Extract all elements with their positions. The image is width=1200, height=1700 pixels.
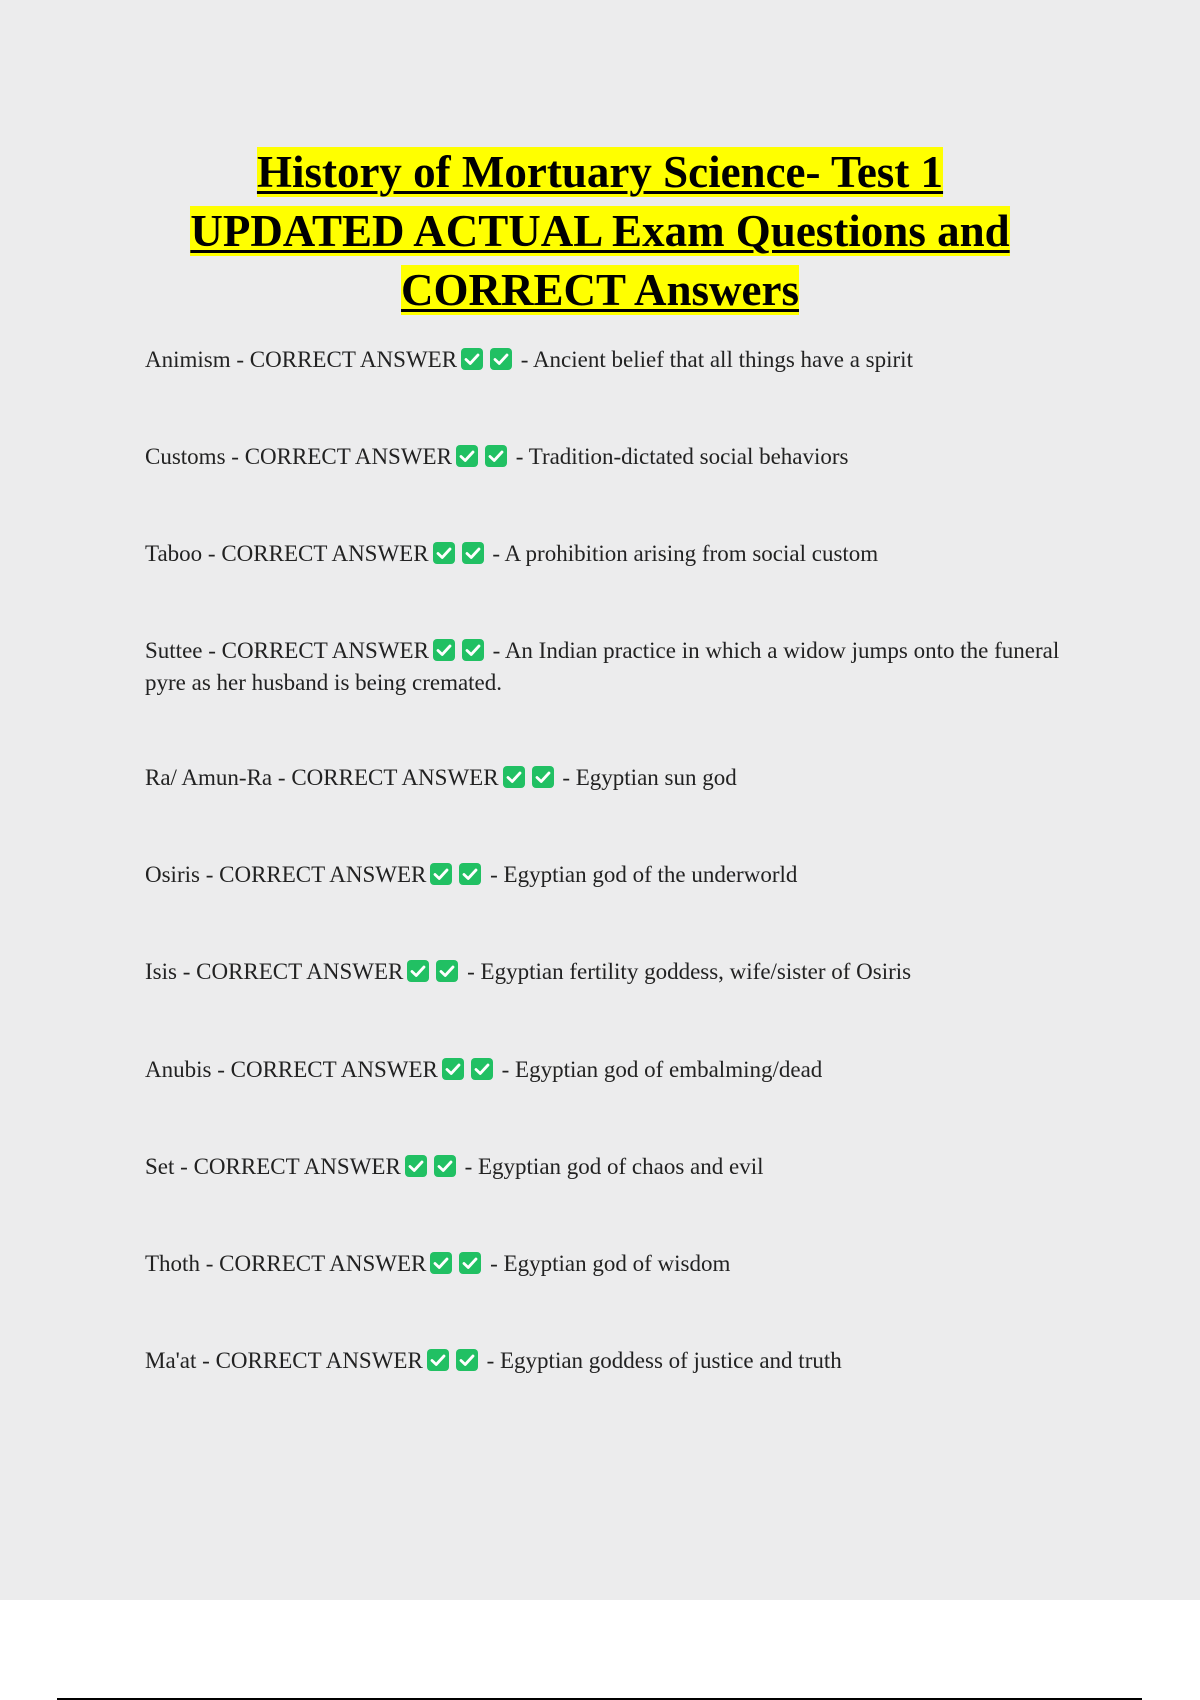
- qa-separator: -: [461, 959, 481, 984]
- qa-answer: Egyptian god of chaos and evil: [477, 1154, 764, 1179]
- qa-term: Thoth: [145, 1251, 200, 1276]
- qa-separator: -: [176, 959, 197, 984]
- qa-answer: Egyptian god of the underworld: [503, 862, 798, 887]
- qa-answer: Egyptian god of embalming/dead: [515, 1057, 823, 1082]
- check-mark-button-icon: [489, 347, 513, 371]
- qa-answer: Ancient belief that all things have a spirit: [532, 347, 913, 372]
- qa-separator: -: [196, 1348, 216, 1373]
- check-mark-button-icon: [429, 862, 453, 886]
- qa-separator: -: [484, 862, 504, 887]
- qa-label: CORRECT ANSWER: [219, 862, 427, 887]
- qa-separator: -: [225, 444, 245, 469]
- qa-item-taboo: [145, 538, 1075, 570]
- qa-item-customs: [145, 441, 1075, 473]
- qa-term: Set: [145, 1154, 175, 1179]
- qa-item-ra-amun-ra: [145, 762, 1075, 794]
- qa-item-thoth: [145, 1248, 1075, 1280]
- check-mark-button-icon: [461, 638, 485, 662]
- qa-separator: -: [174, 1154, 194, 1179]
- qa-item-animism: [145, 344, 1075, 376]
- page-footer: [0, 1600, 1200, 1700]
- qa-separator: -: [486, 638, 505, 663]
- qa-label: CORRECT ANSWER: [291, 765, 499, 790]
- check-mark-button-icon: [461, 541, 485, 565]
- check-mark-button-icon: [426, 1348, 450, 1372]
- check-mark-button-icon: [432, 541, 456, 565]
- qa-separator: -: [484, 1251, 504, 1276]
- qa-separator: -: [515, 347, 533, 372]
- check-mark-button-icon: [435, 959, 459, 983]
- qa-term: Suttee: [145, 638, 203, 663]
- qa-separator: -: [509, 444, 529, 469]
- qa-answer: Tradition-dictated social behaviors: [528, 444, 849, 469]
- check-mark-button-icon: [484, 444, 508, 468]
- qa-item-isis: [145, 956, 1075, 988]
- title-line-3: CORRECT Answers: [401, 265, 799, 315]
- qa-item-anubis: [145, 1054, 1075, 1086]
- qa-separator: -: [495, 1057, 516, 1082]
- qa-separator: -: [486, 541, 505, 566]
- qa-separator: -: [202, 541, 222, 566]
- qa-label: CORRECT ANSWER: [230, 1057, 438, 1082]
- qa-label: CORRECT ANSWER: [249, 347, 458, 372]
- qa-separator: -: [230, 347, 250, 372]
- qa-separator: -: [202, 638, 222, 663]
- title-line-1: History of Mortuary Science- Test 1: [256, 147, 944, 197]
- qa-label: CORRECT ANSWER: [221, 638, 429, 663]
- check-mark-button-icon: [441, 1057, 465, 1081]
- qa-item-osiris: [145, 859, 1075, 891]
- check-mark-button-icon: [460, 347, 484, 371]
- check-mark-button-icon: [458, 862, 482, 886]
- qa-term: Ma'at: [145, 1348, 197, 1373]
- check-mark-button-icon: [458, 1251, 482, 1275]
- check-mark-button-icon: [455, 1348, 479, 1372]
- qa-answer: An Indian practice in which a widow jumps onto the funeral pyre as her husband is being cremated.: [145, 638, 1060, 695]
- check-mark-button-icon: [406, 959, 430, 983]
- check-mark-button-icon: [502, 765, 526, 789]
- check-mark-button-icon: [429, 1251, 453, 1275]
- qa-item-suttee: [145, 635, 1075, 699]
- check-mark-button-icon: [531, 765, 555, 789]
- qa-answer: A prohibition arising from social custom: [504, 541, 879, 566]
- check-mark-button-icon: [470, 1057, 494, 1081]
- qa-label: CORRECT ANSWER: [193, 1154, 401, 1179]
- qa-term: Taboo: [145, 541, 203, 566]
- qa-term: Osiris: [145, 862, 200, 887]
- qa-label: CORRECT ANSWER: [196, 959, 404, 984]
- qa-item-set: [145, 1151, 1075, 1183]
- qa-separator: -: [480, 1348, 500, 1373]
- qa-term: Anubis: [145, 1057, 212, 1082]
- qa-item-maat: [145, 1345, 1075, 1377]
- title-line-2: UPDATED ACTUAL Exam Questions and: [190, 206, 1010, 256]
- qa-label: CORRECT ANSWER: [221, 541, 429, 566]
- qa-label: CORRECT ANSWER: [215, 1348, 423, 1373]
- qa-term: Ra/ Amun-Ra: [145, 765, 273, 790]
- document-title: [100, 143, 1100, 320]
- qa-label: CORRECT ANSWER: [244, 444, 452, 469]
- qa-separator: -: [556, 765, 576, 790]
- qa-separator: -: [211, 1057, 231, 1082]
- qa-separator: -: [458, 1154, 478, 1179]
- qa-answer: Egyptian sun god: [575, 765, 737, 790]
- qa-term: Isis: [145, 959, 177, 984]
- qa-label: CORRECT ANSWER: [219, 1251, 427, 1276]
- qa-separator: -: [199, 1251, 220, 1276]
- qa-answer: Egyptian god of wisdom: [503, 1251, 731, 1276]
- qa-separator: -: [199, 862, 220, 887]
- qa-answer: Egyptian fertility goddess, wife/sister of Osiris: [480, 959, 912, 984]
- qa-separator: -: [272, 765, 292, 790]
- qa-term: Animism: [145, 347, 231, 372]
- check-mark-button-icon: [433, 1154, 457, 1178]
- check-mark-button-icon: [455, 444, 479, 468]
- qa-answer: Egyptian goddess of justice and truth: [500, 1348, 842, 1373]
- check-mark-button-icon: [404, 1154, 428, 1178]
- check-mark-button-icon: [432, 638, 456, 662]
- qa-term: Customs: [145, 444, 226, 469]
